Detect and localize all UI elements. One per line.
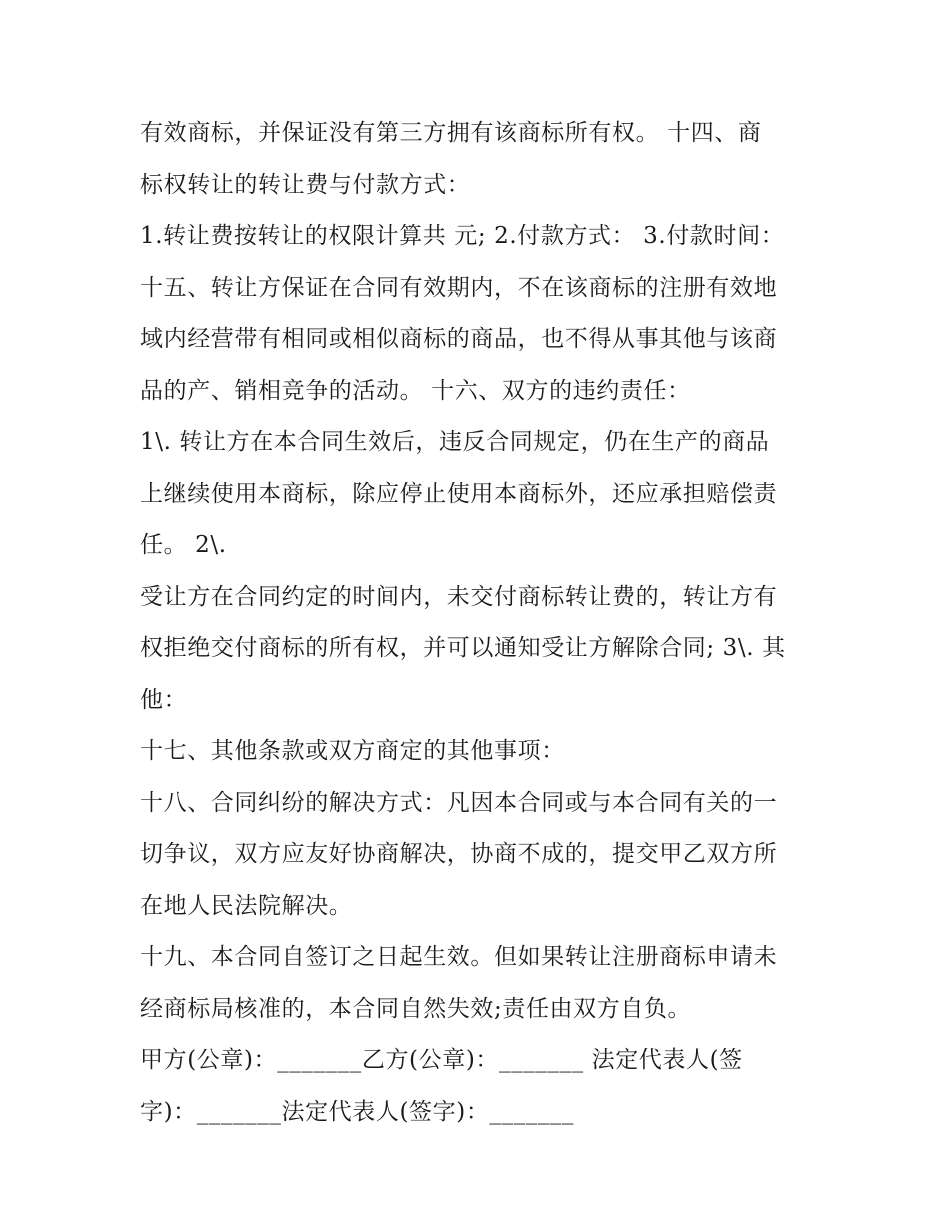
text-line: 十八、合同纠纷的解决方式：凡因本合同或与本合同有关的一 xyxy=(140,789,778,816)
text-line: 权拒绝交付商标的所有权，并可以通知受让方解除合同; 3\. 其 xyxy=(140,635,786,661)
text-line: 经商标局核准的，本合同自然失效;责任由双方自负。 xyxy=(140,995,692,1022)
text-line: 任。 2\. xyxy=(140,532,227,558)
text-line: 品的产、销相竞争的活动。 十六、双方的违约责任： xyxy=(140,377,691,404)
text-line: 1\. 转让方在本合同生效后，违反合同规定，仍在生产的商品 xyxy=(140,429,770,455)
text-line: 十五、转让方保证在合同有效期内，不在该商标的注册有效地 xyxy=(140,274,778,301)
signature-line: 字)：_______法定代表人(签字)：_______ xyxy=(140,1098,575,1125)
text-line: 1.转让费按转让的权限计算共 元; 2.付款方式： 3.付款时间： xyxy=(140,223,785,249)
document-page xyxy=(140,108,820,1138)
text-line: 十七、其他条款或双方商定的其他事项： xyxy=(140,738,565,764)
text-line: 他： xyxy=(140,686,188,713)
text-line: 切争议，双方应友好协商解决，协商不成的，提交甲乙双方所 xyxy=(140,841,778,867)
text-line: 十九、本合同自签订之日起生效。但如果转让注册商标申请未 xyxy=(140,944,778,970)
text-line: 域内经营带有相同或相似商标的商品，也不得从事其他与该商 xyxy=(140,326,778,352)
text-line: 标权转让的转让费与付款方式： xyxy=(140,171,471,198)
text-line: 上继续使用本商标，除应停止使用本商标外，还应承担赔偿责 xyxy=(140,480,778,507)
text-line: 在地人民法院解决。 xyxy=(140,892,353,919)
text-line: 受让方在合同约定的时间内，未交付商标转让费的，转让方有 xyxy=(140,583,778,610)
signature-line: 甲方(公章)：_______乙方(公章)：_______ 法定代表人(签 xyxy=(140,1047,743,1073)
text-line: 有效商标，并保证没有第三方拥有该商标所有权。 十四、商 xyxy=(140,120,762,146)
